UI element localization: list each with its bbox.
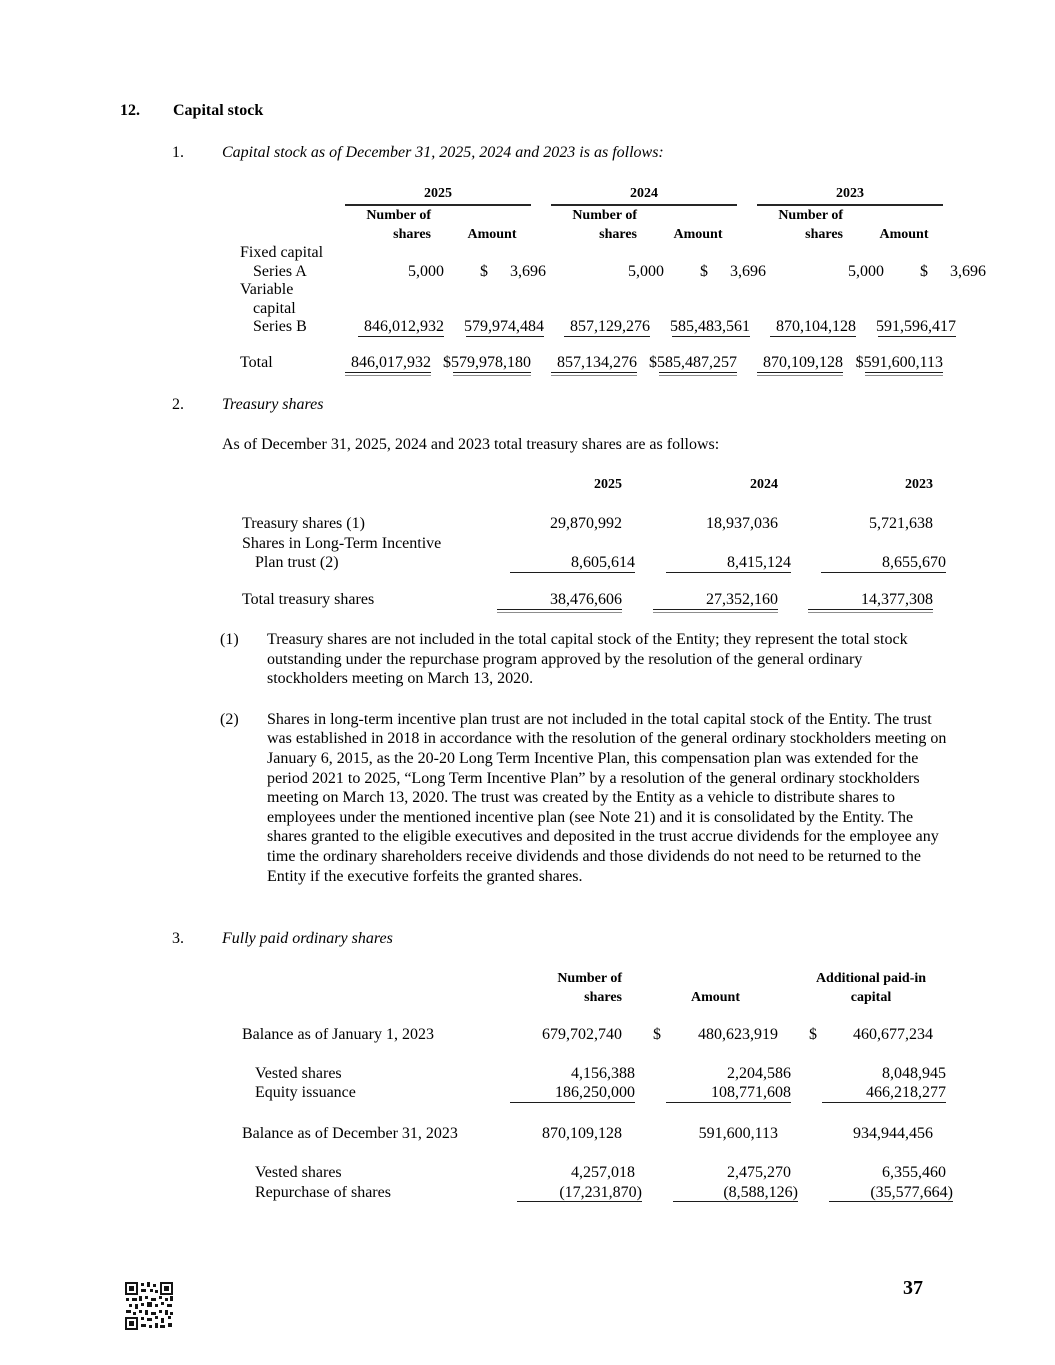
table-row-balance-jan	[242, 1025, 946, 1045]
shares-cell: 857,134,276	[551, 353, 637, 373]
row-label: Total	[240, 353, 273, 371]
item-3-heading	[172, 929, 393, 949]
amount-cell: $ 3,696	[480, 262, 546, 280]
shares-cell: 5,000	[848, 262, 884, 280]
item-1-heading	[172, 143, 664, 163]
amount-cell: 585,483,561	[670, 318, 750, 336]
footnote-1-marker: (1)	[220, 631, 239, 648]
row-label: Variable	[240, 281, 294, 299]
col-header-number-of: Number of	[572, 208, 637, 223]
col-header-amount: Amount	[690, 990, 740, 1005]
table-row-vested-2	[242, 1163, 946, 1183]
col-header-apic-2: capital	[850, 990, 892, 1005]
item-1-number: 1.	[172, 144, 184, 161]
value-cell: 8,605,614	[510, 553, 635, 573]
footnote-1-text: Treasury shares are not included in the total capital stock of the Entity; they represent the total stock outstanding under the repurchase program approved by the resolution of the general ordinary stockholders meeting on March 13, 2020.	[267, 631, 908, 688]
apic-cell: (35,577,664)	[829, 1183, 953, 1203]
page-number: 37	[903, 1277, 923, 1299]
col-header-amount: Amount	[467, 227, 517, 242]
shares-cell: 846,012,932	[358, 318, 444, 337]
amount-cell: (8,588,126)	[673, 1183, 798, 1203]
value-cell: 29,870,992	[550, 515, 622, 532]
shares-cell: 870,109,128	[757, 353, 843, 373]
year-header-2024: 2024	[750, 477, 778, 492]
footnote-2	[220, 710, 947, 886]
spacer-cell	[240, 186, 345, 206]
spacer-row	[240, 337, 998, 353]
item-2-text: Treasury shares	[222, 396, 324, 413]
dollar-sign: $	[920, 262, 928, 280]
dollar-sign: $	[809, 1026, 817, 1043]
row-label: Balance as of December 31, 2023	[242, 1124, 458, 1142]
apic-cell: 6,355,460	[882, 1164, 946, 1181]
value-cell: 27,352,160	[653, 590, 778, 610]
shares-cell: 5,000	[628, 262, 664, 280]
year-header-2024: 2024	[551, 186, 737, 206]
table-row-repurchase	[242, 1183, 953, 1203]
footnote-2-marker: (2)	[220, 710, 239, 728]
year-header-2025: 2025	[345, 186, 531, 206]
table-row-balance-dec	[242, 1124, 946, 1144]
table-row-treasury-shares	[242, 514, 946, 534]
apic-cell: 8,048,945	[882, 1064, 946, 1082]
table-row-fixed-capital	[240, 244, 998, 263]
dollar-sign: $	[653, 1026, 661, 1043]
header-row-1	[242, 969, 946, 988]
treasury-intro: As of December 31, 2025, 2024 and 2023 total treasury shares are as follows:	[222, 436, 720, 453]
amount-cell: $591,600,113	[855, 353, 943, 371]
item-1-text: Capital stock as of December 31, 2025, 2024 and 2023 is as follows:	[222, 144, 664, 161]
row-label: Fixed capital	[240, 244, 324, 261]
year-header-2023: 2023	[905, 477, 933, 492]
item-3-number: 3.	[172, 930, 184, 947]
year-header-row	[242, 476, 946, 500]
row-label: Treasury shares (1)	[242, 515, 365, 532]
header-row-2	[242, 988, 946, 1007]
qr-code-icon	[124, 1281, 174, 1331]
dollar-sign: $	[700, 262, 708, 280]
item-2-heading	[172, 395, 324, 415]
value-cell: 18,937,036	[706, 515, 778, 532]
amount-cell: 108,771,608	[666, 1083, 791, 1103]
dollar-sign: $	[480, 262, 488, 280]
row-label: Vested shares	[255, 1164, 342, 1181]
row-label: Vested shares	[255, 1064, 342, 1082]
amount-cell: 591,600,113	[698, 1124, 778, 1142]
shares-cell: 186,250,000	[510, 1083, 635, 1103]
shares-cell: 870,109,128	[542, 1124, 622, 1142]
shares-cell: 846,017,932	[345, 353, 431, 373]
row-label: Total treasury shares	[242, 591, 375, 608]
treasury-table	[242, 476, 946, 610]
value-cell: 14,377,308	[808, 590, 933, 610]
footnote-2-text: Shares in long-term incentive plan trust are not included in the total capital stock of the Entity. The trust was established in 2018 in accordance with the resolution of the general ordinary stockholders meeting on January 6, 2015, as the 20-20 Long Term Incentive Plan, this compensation plan was extended for the period 2021 to 2025, “Long Term Incentive Plan” by a resolution of the general ordinary stockholders meeting on March 13, 2020. The trust was created by the Entity as a vehicle to distribute shares to employees under the mentioned incentive plan (see Note 21) and it is consolidated by the Entity. The shares granted to the eligible executives and deposited in the trust accrue dividends for the employee any time the ordinary shareholders receive dividends and those dividends do not need to be returned to the Entity if the executive forfeits the granted shares.	[267, 710, 947, 885]
amount-cell: 2,475,270	[727, 1164, 791, 1181]
row-label: Series A	[253, 262, 307, 280]
apic-cell: 934,944,456	[853, 1124, 933, 1142]
shares-cell: 857,129,276	[564, 318, 650, 337]
footnote-1	[220, 630, 947, 689]
table-row-variable	[240, 281, 998, 300]
col-header-shares: shares	[599, 227, 637, 242]
year-header-row	[240, 186, 998, 206]
qr-code	[124, 1281, 174, 1331]
item-3-text: Fully paid ordinary shares	[222, 930, 393, 947]
table-row-lti-trust	[242, 553, 946, 573]
table-row-variable-capital	[240, 300, 998, 319]
subheader-row-1	[240, 206, 998, 225]
row-label: capital	[253, 299, 296, 317]
col-header-shares: shares	[805, 227, 843, 242]
row-label: Repurchase of shares	[255, 1183, 391, 1201]
col-header-amount: Amount	[879, 227, 929, 242]
apic-cell: $ 460,677,234	[809, 1026, 933, 1043]
col-header-number-of: Number of	[778, 208, 843, 223]
fully-paid-table	[242, 969, 953, 1202]
amount-cell: $ 3,696	[920, 262, 986, 280]
shares-cell: 5,000	[408, 262, 444, 280]
row-label: Series B	[253, 318, 307, 336]
section-number: 12.	[120, 102, 140, 119]
amount-cell: 591,596,417	[876, 318, 956, 336]
col-header-number-of: Number of	[557, 971, 622, 986]
col-header-shares: shares	[584, 990, 622, 1005]
item-2-number: 2.	[172, 396, 184, 413]
footnotes	[220, 630, 947, 886]
shares-cell: 4,156,388	[571, 1064, 635, 1082]
col-header-shares: shares	[393, 227, 431, 242]
value-cell: 8,655,670	[821, 553, 946, 573]
amount-cell: 2,204,586	[727, 1064, 791, 1082]
table-row-equity-issuance	[242, 1083, 946, 1103]
amount-cell: $ 3,696	[700, 262, 766, 280]
col-header-number-of: Number of	[366, 208, 431, 223]
table-row-lti-line1	[242, 534, 946, 554]
amount-cell: $579,978,180	[443, 353, 531, 371]
shares-cell: 4,257,018	[571, 1164, 635, 1181]
table-row-series-b	[240, 318, 998, 337]
value-cell: 38,476,606	[497, 590, 622, 610]
year-header-2025: 2025	[594, 477, 622, 492]
capital-stock-table	[240, 186, 998, 373]
row-label: Plan trust (2)	[255, 554, 339, 571]
row-label: Shares in Long-Term Incentive	[242, 534, 442, 552]
col-header-amount: Amount	[673, 227, 723, 242]
year-header-2023: 2023	[757, 186, 943, 206]
amount-cell: $585,487,257	[649, 353, 737, 371]
table-row-vested-1	[242, 1064, 946, 1084]
table-row-series-a	[240, 263, 998, 282]
shares-cell: (17,231,870)	[517, 1183, 642, 1203]
section-heading	[120, 101, 263, 121]
section-title: Capital stock	[173, 102, 264, 119]
value-cell: 5,721,638	[869, 515, 933, 532]
row-label: Balance as of January 1, 2023	[242, 1026, 434, 1043]
table-row-total	[240, 353, 998, 373]
apic-cell: 466,218,277	[822, 1083, 946, 1103]
shares-cell: 679,702,740	[542, 1026, 622, 1043]
subheader-row-2	[240, 225, 998, 244]
amount-cell: 579,974,484	[464, 318, 544, 336]
value-cell: 8,415,124	[666, 553, 791, 573]
table-row-total-treasury	[242, 590, 946, 610]
shares-cell: 870,104,128	[770, 318, 856, 337]
col-header-apic-1: Additional paid-in	[815, 971, 927, 986]
row-label: Equity issuance	[255, 1084, 356, 1101]
amount-cell: $ 480,623,919	[653, 1026, 778, 1043]
